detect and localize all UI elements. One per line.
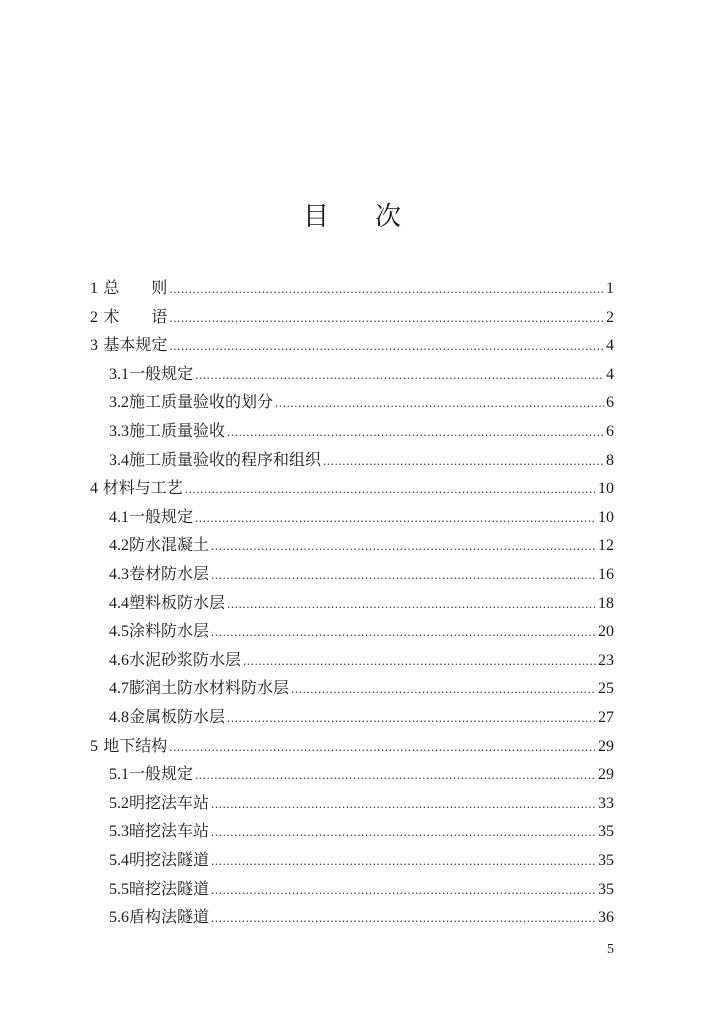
dot-leader xyxy=(211,790,596,818)
toc-entry-number: 5.1 xyxy=(109,766,129,784)
toc-entry-title: 施工质量验收的程序和组织 xyxy=(129,449,322,469)
toc-entry-number: 1 xyxy=(90,280,98,297)
toc-entry-page: 23 xyxy=(598,651,614,669)
toc-entry-page: 27 xyxy=(598,709,614,726)
toc-entry-page: 35 xyxy=(598,852,614,869)
dot-leader xyxy=(211,561,596,589)
toc-entry[interactable] xyxy=(109,674,614,702)
toc-entry-page: 25 xyxy=(598,680,614,698)
toc-entry[interactable] xyxy=(109,360,614,388)
toc-entry-title: 一般规定 xyxy=(129,363,194,383)
dot-leader xyxy=(211,847,596,875)
toc-entry-title: 明挖法车站 xyxy=(129,792,210,812)
toc-entry[interactable] xyxy=(109,417,614,445)
toc-entry-page: 10 xyxy=(598,508,614,526)
dot-leader xyxy=(169,275,604,303)
toc-entry-title: 金属板防水层 xyxy=(129,707,226,726)
toc-entry-title: 施工质量验收 xyxy=(129,421,226,440)
toc-entry-page: 20 xyxy=(598,623,614,641)
toc-entry[interactable] xyxy=(109,617,614,645)
toc-entry[interactable] xyxy=(109,503,614,531)
toc-entry-title: 膨润土防水材料防水层 xyxy=(129,678,290,698)
toc-entry-number: 4.6 xyxy=(109,651,129,669)
toc-entry-number: 5.6 xyxy=(109,909,129,927)
toc-entry-title: 基本规定 xyxy=(103,335,168,355)
dot-leader xyxy=(227,418,604,446)
dot-leader xyxy=(227,590,596,618)
toc-entry-title: 防水混凝土 xyxy=(129,535,210,555)
toc-entry-page: 33 xyxy=(598,794,614,812)
toc-entry-number: 2 xyxy=(90,308,98,326)
dot-leader xyxy=(169,332,604,360)
toc-entry-page: 36 xyxy=(598,909,614,927)
dot-leader xyxy=(323,447,604,475)
toc-entry-number: 5.2 xyxy=(109,794,129,812)
toc-entry-title: 塑料板防水层 xyxy=(129,592,226,612)
toc-entry-number: 3.2 xyxy=(109,394,129,412)
toc-entry-page: 10 xyxy=(598,480,614,498)
toc-entry-number: 5 xyxy=(90,737,98,755)
page-title xyxy=(0,196,706,233)
toc-entry-number: 4.1 xyxy=(109,508,129,526)
toc-entry-number: 4.7 xyxy=(109,680,129,698)
dot-leader xyxy=(169,304,604,332)
toc-entry-page: 29 xyxy=(598,766,614,784)
dot-leader xyxy=(169,733,596,761)
toc-entry-number: 3.3 xyxy=(109,423,129,440)
dot-leader xyxy=(211,904,596,932)
toc-entry[interactable] xyxy=(90,331,614,359)
toc-entry[interactable] xyxy=(109,789,614,817)
toc-entry[interactable] xyxy=(109,388,614,416)
toc-entry-number: 5.3 xyxy=(109,823,129,841)
toc-entry-page: 6 xyxy=(606,423,614,440)
toc-entry-title: 暗挖法隧道 xyxy=(129,878,210,898)
toc-entry-title: 明挖法隧道 xyxy=(129,850,210,869)
toc-entry[interactable] xyxy=(109,817,614,845)
toc-entry-page: 18 xyxy=(598,594,614,612)
toc-entry-number: 4.8 xyxy=(109,709,129,726)
toc-entry[interactable] xyxy=(109,703,614,731)
toc-entry-page: 8 xyxy=(606,451,614,469)
toc-entry-page: 35 xyxy=(598,880,614,898)
toc-entry-title: 一般规定 xyxy=(129,764,194,784)
toc-entry-title: 施工质量验收的划分 xyxy=(129,392,274,412)
toc-entry-page: 16 xyxy=(598,566,614,583)
toc-entry-page: 29 xyxy=(598,737,614,755)
title-char-left: 目 xyxy=(302,202,331,232)
toc-entry[interactable] xyxy=(109,760,614,788)
dot-leader xyxy=(185,475,596,503)
toc-entry-page: 4 xyxy=(606,337,614,355)
title-char-right: 次 xyxy=(375,202,404,232)
toc-entry-number: 5.5 xyxy=(109,880,129,898)
dot-leader xyxy=(211,818,596,846)
toc-entry-number: 4.5 xyxy=(109,623,129,641)
toc-entry[interactable] xyxy=(109,589,614,617)
toc-entry-title: 总 则 xyxy=(103,278,168,297)
toc-entry-number: 4.4 xyxy=(109,594,129,612)
toc-entry-title: 材料与工艺 xyxy=(102,478,183,498)
toc-entry[interactable] xyxy=(109,903,614,931)
toc-entry[interactable] xyxy=(109,646,614,674)
toc-entry[interactable] xyxy=(109,846,614,874)
toc-entry-number: 4.2 xyxy=(109,537,129,555)
toc-entry[interactable] xyxy=(109,875,614,903)
toc-entry-title: 涂料防水层 xyxy=(129,621,210,641)
toc-entry-number: 3 xyxy=(90,337,98,355)
toc-entry[interactable] xyxy=(109,531,614,559)
dot-leader xyxy=(291,675,596,703)
toc-entry-page: 4 xyxy=(606,365,614,383)
toc-entry-title: 地下结构 xyxy=(103,735,168,755)
toc-entry-title: 暗挖法车站 xyxy=(129,821,210,841)
dot-leader xyxy=(195,361,604,389)
toc-entry-number: 5.4 xyxy=(109,852,129,869)
toc-entry[interactable] xyxy=(90,274,614,302)
toc-entry-page: 6 xyxy=(606,394,614,412)
dot-leader xyxy=(211,876,596,904)
dot-leader xyxy=(275,389,604,417)
dot-leader xyxy=(211,618,596,646)
toc-entry[interactable] xyxy=(90,474,614,502)
dot-leader xyxy=(211,532,596,560)
toc-entry-number: 3.4 xyxy=(109,451,129,469)
dot-leader xyxy=(195,504,596,532)
toc-entry-title: 水泥砂浆防水层 xyxy=(129,649,242,669)
toc-entry-title: 术 语 xyxy=(103,306,168,326)
toc-entry[interactable] xyxy=(90,732,614,760)
dot-leader xyxy=(227,704,596,732)
dot-leader xyxy=(195,761,596,789)
toc-entry-number: 3.1 xyxy=(109,365,129,383)
toc-entry[interactable] xyxy=(109,560,614,588)
toc-entry-title: 一般规定 xyxy=(129,506,194,526)
toc-entry-page: 12 xyxy=(598,537,614,555)
toc-entry-title: 盾构法隧道 xyxy=(129,907,210,927)
toc-entry-page: 35 xyxy=(598,823,614,841)
toc-entry[interactable] xyxy=(109,446,614,474)
toc-entry-title: 卷材防水层 xyxy=(129,564,210,583)
toc-entry-page: 1 xyxy=(606,280,614,297)
toc-entry[interactable] xyxy=(90,303,614,331)
toc-entry-number: 4 xyxy=(90,480,98,498)
toc-entry-number: 4.3 xyxy=(109,566,129,583)
page-number: 5 xyxy=(607,942,614,957)
toc-entry-page: 2 xyxy=(606,308,614,326)
dot-leader xyxy=(243,647,596,675)
